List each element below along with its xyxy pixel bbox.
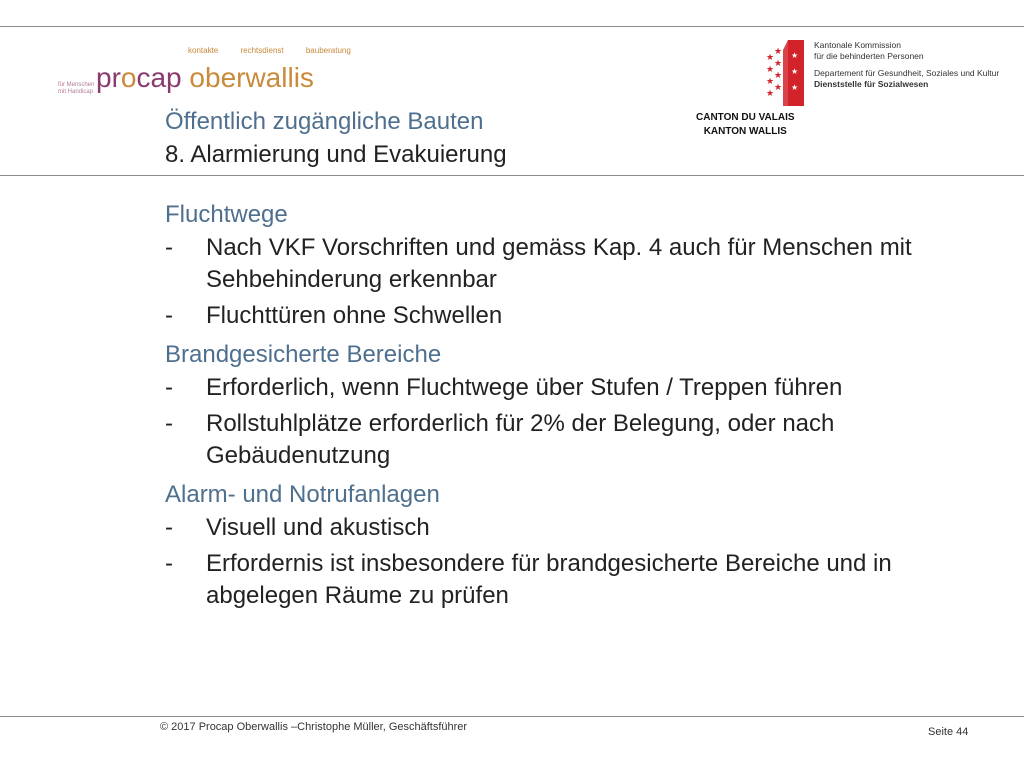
procap-link-kontakte: kontakte <box>188 46 219 55</box>
section-heading: Brandgesicherte Bereiche <box>165 341 442 368</box>
section-brandgesicherte-bereiche <box>165 338 985 472</box>
section-fluchtwege <box>165 198 985 332</box>
page-subtitle: 8. Alarmierung und Evakuierung <box>165 141 507 168</box>
procap-wordmark-part2: o <box>120 62 137 93</box>
svg-text:★: ★ <box>791 83 799 92</box>
svg-text:★: ★ <box>766 65 775 75</box>
list-item <box>165 232 985 296</box>
bullet-dash: - <box>165 374 173 401</box>
bullet-dash: - <box>165 302 173 329</box>
canton-name-fr: CANTON DU VALAIS <box>696 112 795 123</box>
canton-valais-emblem-icon <box>762 40 804 106</box>
list-item-text: Visuell und akustisch <box>206 514 430 541</box>
slide-content <box>165 198 985 618</box>
procap-logo <box>48 40 378 112</box>
bullet-dash: - <box>165 550 173 577</box>
procap-wordmark-part1: pr <box>96 62 121 93</box>
canton-line-3: Departement für Gesundheit, Soziales und Kultur <box>814 68 1000 78</box>
list-item <box>165 300 985 332</box>
footer-copyright: © 2017 Procap Oberwallis –Christophe Müller, Geschäftsführer <box>160 721 468 733</box>
canton-department-text <box>814 40 999 90</box>
procap-wordmark-part4: oberwallis <box>181 62 314 93</box>
section-heading: Alarm- und Notrufanlagen <box>165 481 440 508</box>
list-item <box>165 372 985 404</box>
list-item-text: Nach VKF Vorschriften und gemäss Kap. 4 auch für Menschen mit Sehbehinderung erkennbar <box>206 234 912 293</box>
svg-text:★: ★ <box>774 47 783 57</box>
top-divider <box>0 26 1024 27</box>
procap-link-bauberatung: bauberatung <box>305 46 351 55</box>
canton-name <box>696 111 795 139</box>
procap-link-rechtsdienst: rechtsdienst <box>240 46 284 55</box>
bullet-dash: - <box>165 514 173 541</box>
bullet-dash: - <box>165 234 173 261</box>
header-divider <box>0 175 1024 176</box>
list-item-text: Erfordernis ist insbesondere für brandgesicherte Bereiche und in abgelegen Räume zu prüfen <box>206 550 892 609</box>
canton-line-2: für die behinderten Personen <box>814 51 924 61</box>
canton-line-4: Dienststelle für Sozialwesen <box>814 79 929 89</box>
list-item <box>165 548 985 612</box>
section-alarm-notrufanlagen <box>165 478 985 612</box>
svg-text:★: ★ <box>774 83 783 93</box>
list-item <box>165 408 985 472</box>
bullet-list <box>165 512 985 612</box>
procap-tagline: für Menschen mit Handicap <box>58 82 95 95</box>
section-heading: Fluchtwege <box>165 201 288 228</box>
procap-wordmark <box>96 62 314 94</box>
list-item-text: Rollstuhlplätze erforderlich für 2% der Belegung, oder nach Gebäudenutzung <box>206 410 835 469</box>
list-item-text: Erforderlich, wenn Fluchtwege über Stufen / Treppen führen <box>206 374 843 401</box>
svg-text:★: ★ <box>766 77 775 87</box>
svg-text:★: ★ <box>766 89 775 99</box>
procap-wordmark-part3: cap <box>136 62 182 93</box>
canton-line-1: Kantonale Kommission <box>814 40 901 50</box>
page-number: Seite 44 <box>928 726 969 738</box>
svg-text:★: ★ <box>791 67 799 76</box>
canton-name-de: KANTON WALLIS <box>703 126 787 137</box>
bullet-dash: - <box>165 410 173 437</box>
procap-logo-links <box>188 46 371 55</box>
svg-text:★: ★ <box>766 53 775 63</box>
svg-text:★: ★ <box>774 71 783 81</box>
bullet-list <box>165 372 985 472</box>
list-item <box>165 512 985 544</box>
list-item-text: Fluchttüren ohne Schwellen <box>206 302 503 329</box>
footer-divider <box>0 716 1024 717</box>
page-title: Öffentlich zugängliche Bauten <box>165 108 484 135</box>
svg-text:★: ★ <box>774 59 783 69</box>
svg-text:★: ★ <box>791 51 799 60</box>
bullet-list <box>165 232 985 332</box>
